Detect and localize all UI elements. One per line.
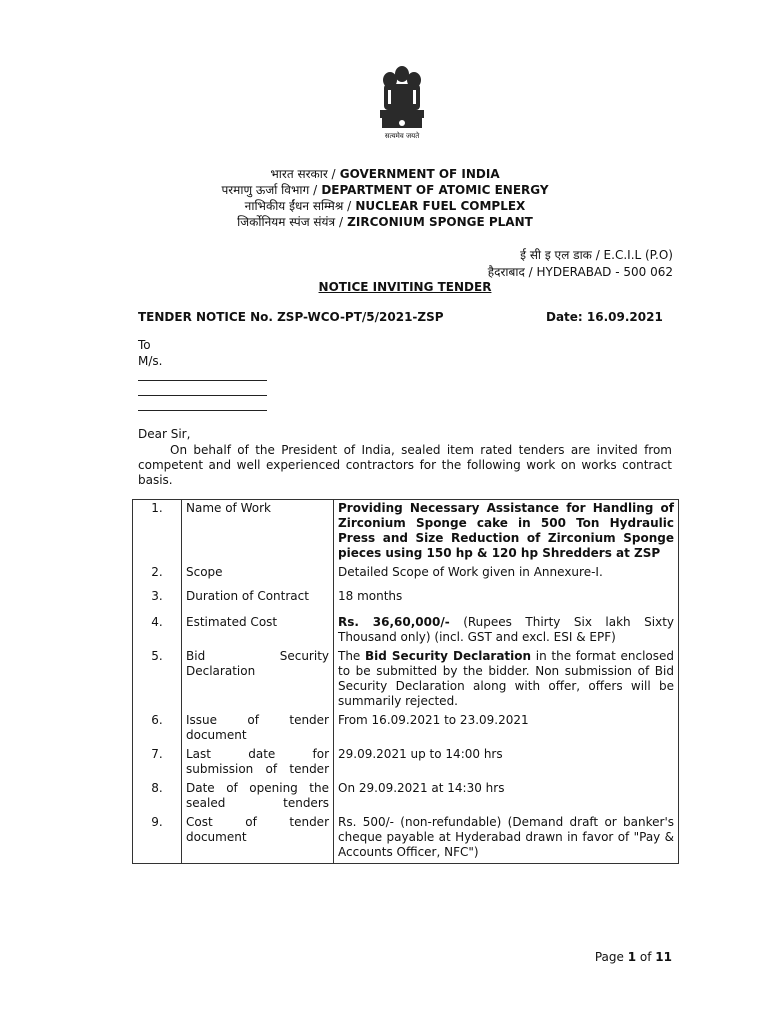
intro-paragraph: On behalf of the President of India, sealed item rated tenders are invited from competent and well experienced contractors for the following work on works contract basis. <box>138 443 672 487</box>
row-number: 5. <box>133 648 182 712</box>
table-row <box>133 780 679 814</box>
header-line-3: नाभिकीय ईंधन सम्मिश्र / NUCLEAR FUEL COMPLEX <box>244 199 526 213</box>
table-row <box>133 614 679 648</box>
row-value: 18 months <box>334 583 679 614</box>
row-value: Rs. 36,60,000/- (Rupees Thirty Six lakh Sixty Thousand only) (incl. GST and excl. ESI & EPF) <box>334 614 679 648</box>
row-key: Estimated Cost <box>182 614 334 648</box>
tender-details-table <box>132 499 679 864</box>
row-number: 9. <box>133 814 182 864</box>
table-row <box>133 712 679 746</box>
emblem-caption: सत्यमेव जयते <box>384 132 420 140</box>
row-key: Date of opening the sealed tenders <box>182 780 334 814</box>
row-key: Bid Security Declaration <box>182 648 334 712</box>
row-number: 4. <box>133 614 182 648</box>
table-row <box>133 648 679 712</box>
ms-label: M/s. <box>138 354 163 368</box>
row-value: From 16.09.2021 to 23.09.2021 <box>334 712 679 746</box>
table-row <box>133 500 679 565</box>
row-value: On 29.09.2021 at 14:30 hrs <box>334 780 679 814</box>
row-key: Scope <box>182 564 334 583</box>
notice-title: NOTICE INVITING TENDER <box>318 280 492 294</box>
row-value: Rs. 500/- (non-refundable) (Demand draft or banker's cheque payable at Hyderabad drawn in favor of "Pay & Accounts Officer, NFC") <box>334 814 679 864</box>
tender-date: Date: 16.09.2021 <box>546 310 663 324</box>
row-key: Name of Work <box>182 500 334 565</box>
page-number: Page 1 of 11 <box>594 950 672 964</box>
row-number: 6. <box>133 712 182 746</box>
row-key: Last date for submission of tender <box>182 746 334 780</box>
blank-line <box>138 380 267 381</box>
salutation: Dear Sir, <box>138 427 191 441</box>
row-number: 1. <box>133 500 182 565</box>
row-key: Cost of tender document <box>182 814 334 864</box>
to-label: To <box>138 338 151 352</box>
addressee <box>138 337 162 369</box>
blank-line <box>138 395 267 396</box>
header-line-1: भारत सरकार / GOVERNMENT OF INDIA <box>270 167 500 181</box>
row-value: 29.09.2021 up to 14:00 hrs <box>334 746 679 780</box>
row-number: 7. <box>133 746 182 780</box>
row-key: Duration of Contract <box>182 583 334 614</box>
row-number: 8. <box>133 780 182 814</box>
row-value: Detailed Scope of Work given in Annexure-I. <box>334 564 679 583</box>
header-line-2: परमाणु ऊर्जा विभाग / DEPARTMENT OF ATOMIC ENERGY <box>221 183 549 197</box>
row-number: 2. <box>133 564 182 583</box>
address-line-2: हैदराबाद / HYDERABAD - 500 062 <box>487 265 673 279</box>
table-row <box>133 814 679 864</box>
row-value: Providing Necessary Assistance for Handling of Zirconium Sponge cake in 500 Ton Hydraulic Press and Size Reduction of Zirconium Sponge pieces using 150 hp & 120 hp Shredders at ZSP <box>334 500 679 565</box>
address-line-1: ई सी इ एल डाक / E.C.I.L (P.O) <box>520 248 673 262</box>
table-row <box>133 583 679 614</box>
row-number: 3. <box>133 583 182 614</box>
row-value: The Bid Security Declaration in the format enclosed to be submitted by the bidder. Non submission of Bid Security Declaration along with offer, offers will be summarily rejected. <box>334 648 679 712</box>
table-row <box>133 746 679 780</box>
tender-number: TENDER NOTICE No. ZSP-WCO-PT/5/2021-ZSP <box>138 310 444 324</box>
table-row <box>133 564 679 583</box>
header-line-4: जिर्कोनियम स्पंज संयंत्र / ZIRCONIUM SPONGE PLANT <box>237 215 533 229</box>
blank-line <box>138 410 267 411</box>
row-key: Issue of tender document <box>182 712 334 746</box>
